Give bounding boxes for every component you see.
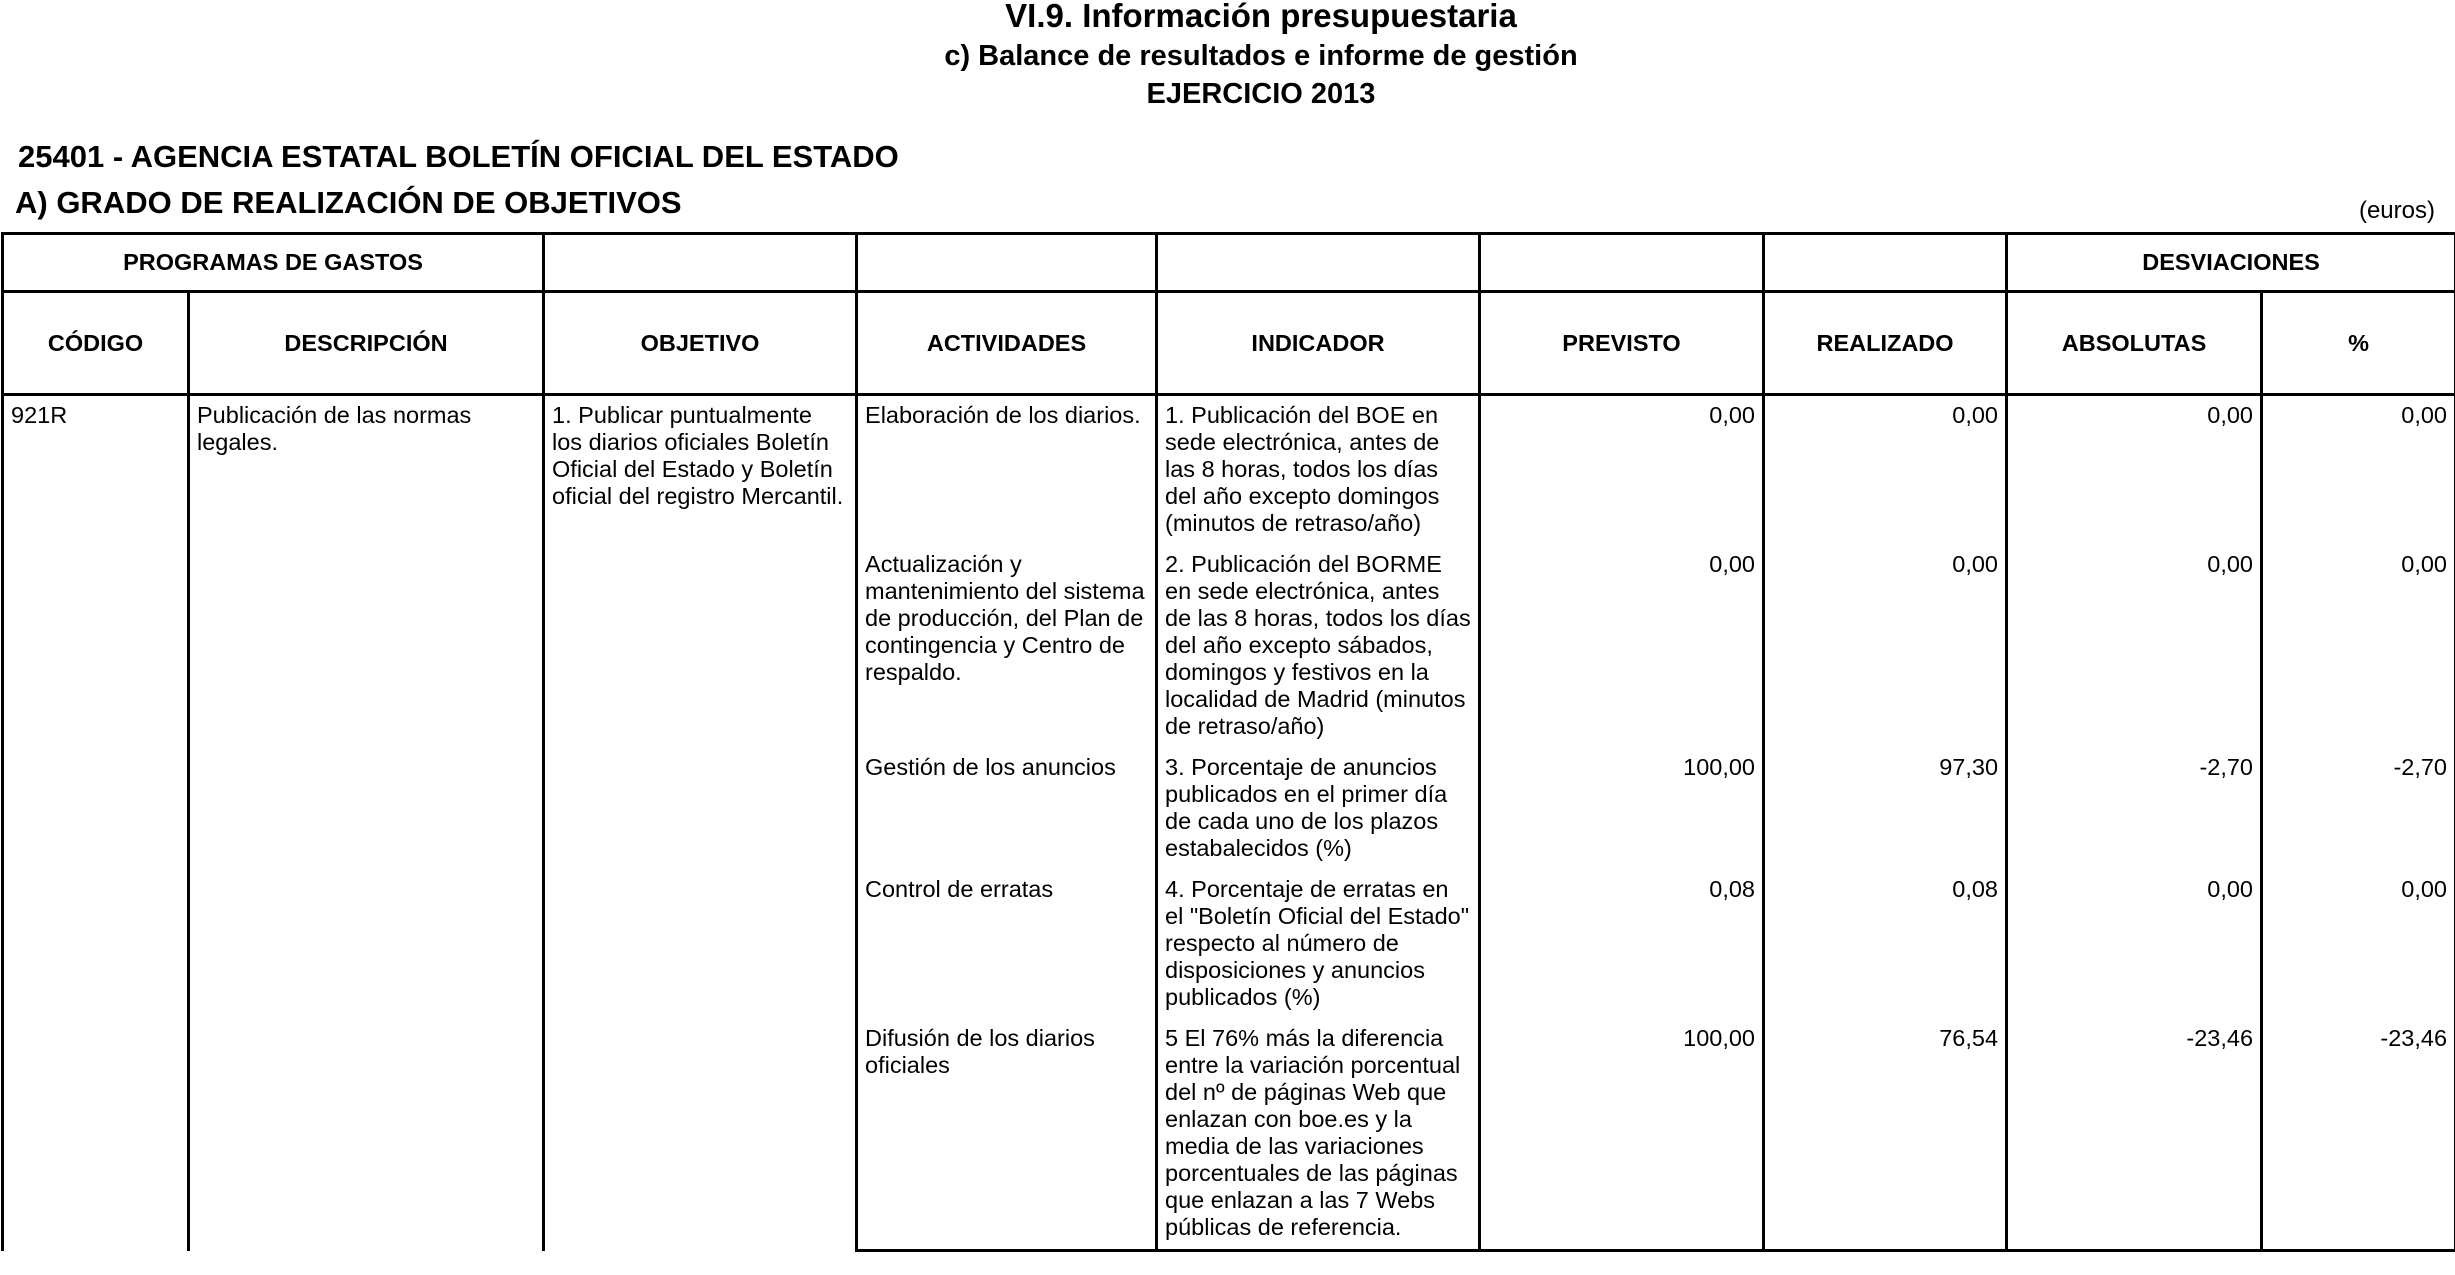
page-subtitle: c) Balance de resultados e informe de gestión	[944, 40, 1578, 72]
previsto-cell: 100,00	[1480, 1019, 1764, 1251]
group-header-blank	[1764, 234, 2007, 292]
agency-heading: 25401 - AGENCIA ESTATAL BOLETÍN OFICIAL DEL ESTADO	[18, 139, 899, 174]
group-header-programas: PROGRAMAS DE GASTOS	[3, 234, 544, 292]
realizado-cell: 0,00	[1764, 545, 2007, 748]
objectives-table	[1, 232, 2455, 1252]
activity-cell: Actualización y mantenimiento del sistema de producción, del Plan de contingencia y Centro de respaldo.	[857, 545, 1157, 748]
table-row	[3, 395, 2455, 546]
indicator-cell: 3. Porcentaje de anuncios publicados en el primer día de cada uno de los plazos estabalecidos (%)	[1157, 748, 1480, 870]
column-header-row	[3, 292, 2455, 395]
absolutas-cell: -2,70	[2007, 748, 2262, 870]
porcentaje-cell: -23,46	[2262, 1019, 2455, 1251]
previsto-cell: 0,00	[1480, 395, 1764, 546]
indicator-cell: 1. Publicación del BOE en sede electrónica, antes de las 8 horas, todos los días del año excepto domingos (minutos de retraso/año)	[1157, 395, 1480, 546]
indicator-cell: 5 El 76% más la diferencia entre la variación porcentual del nº de páginas Web que enlazan con boe.es y la media de las variaciones porcentuales de las páginas que enlazan a las 7 Webs públicas de referencia.	[1157, 1019, 1480, 1251]
column-header-objetivo: OBJETIVO	[544, 292, 857, 395]
absolutas-cell: -23,46	[2007, 1019, 2262, 1251]
absolutas-cell: 0,00	[2007, 395, 2262, 546]
realizado-cell: 97,30	[1764, 748, 2007, 870]
previsto-cell: 0,08	[1480, 870, 1764, 1019]
porcentaje-cell: 0,00	[2262, 395, 2455, 546]
group-header-blank	[544, 234, 857, 292]
column-header-realizado: REALIZADO	[1764, 292, 2007, 395]
realizado-cell: 76,54	[1764, 1019, 2007, 1251]
units-label: (euros)	[2358, 197, 2435, 224]
column-header-indicador: INDICADOR	[1157, 292, 1480, 395]
column-header-previsto: PREVISTO	[1480, 292, 1764, 395]
column-header-descripcion: DESCRIPCIÓN	[189, 292, 544, 395]
group-header-desviaciones: DESVIACIONES	[2007, 234, 2455, 292]
program-objective: 1. Publicar puntualmente los diarios oficiales Boletín Oficial del Estado y Boletín oficial del registro Mercantil.	[544, 395, 857, 1251]
program-description: Publicación de las normas legales.	[189, 395, 544, 1251]
indicator-cell: 4. Porcentaje de erratas en el "Boletín Oficial del Estado" respecto al número de disposiciones y anuncios publicados (%)	[1157, 870, 1480, 1019]
exercise-year: EJERCICIO 2013	[1146, 78, 1376, 110]
group-header-blank	[1157, 234, 1480, 292]
indicator-cell: 2. Publicación del BORME en sede electrónica, antes de las 8 horas, todos los días del año excepto sábados, domingos y festivos en la localidad de Madrid (minutos de retraso/año)	[1157, 545, 1480, 748]
column-header-actividades: ACTIVIDADES	[857, 292, 1157, 395]
column-header-absolutas: ABSOLUTAS	[2007, 292, 2262, 395]
column-header-porcentaje: %	[2262, 292, 2455, 395]
page-title: VI.9. Información presupuestaria	[1005, 0, 1517, 34]
program-code: 921R	[3, 395, 189, 1251]
realizado-cell: 0,00	[1764, 395, 2007, 546]
realizado-cell: 0,08	[1764, 870, 2007, 1019]
activity-cell: Control de erratas	[857, 870, 1157, 1019]
activity-cell: Gestión de los anuncios	[857, 748, 1157, 870]
porcentaje-cell: -2,70	[2262, 748, 2455, 870]
activity-cell: Elaboración de los diarios.	[857, 395, 1157, 546]
group-header-blank	[857, 234, 1157, 292]
activity-cell: Difusión de los diarios oficiales	[857, 1019, 1157, 1251]
absolutas-cell: 0,00	[2007, 545, 2262, 748]
group-header-blank	[1480, 234, 1764, 292]
previsto-cell: 0,00	[1480, 545, 1764, 748]
previsto-cell: 100,00	[1480, 748, 1764, 870]
section-heading: A) GRADO DE REALIZACIÓN DE OBJETIVOS	[15, 185, 682, 220]
absolutas-cell: 0,00	[2007, 870, 2262, 1019]
column-header-codigo: CÓDIGO	[3, 292, 189, 395]
group-header-row	[3, 234, 2455, 292]
porcentaje-cell: 0,00	[2262, 870, 2455, 1019]
porcentaje-cell: 0,00	[2262, 545, 2455, 748]
